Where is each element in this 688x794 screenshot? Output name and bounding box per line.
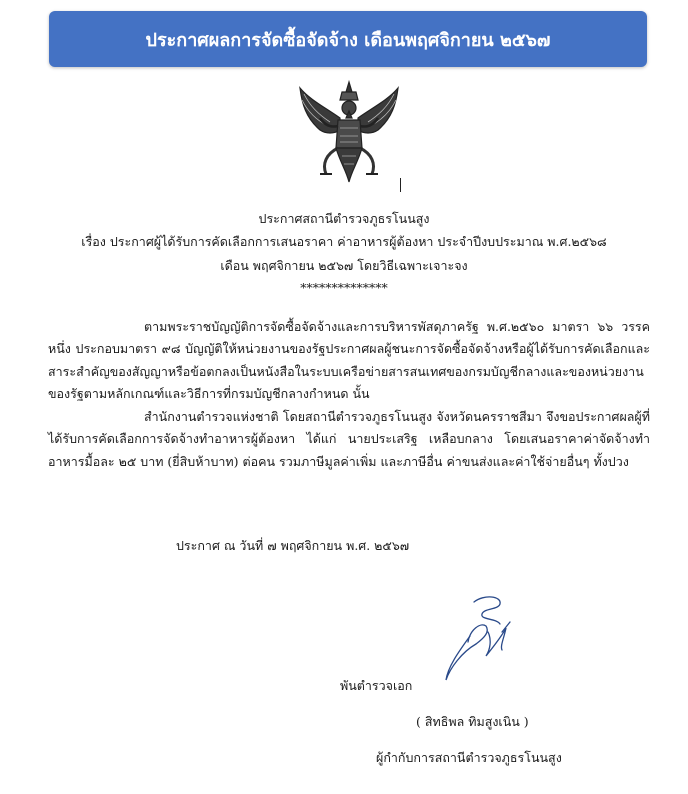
handwritten-signature-icon [440, 592, 526, 688]
garuda-emblem-icon [296, 78, 402, 190]
issuer-line: ประกาศสถานีตำรวจภูธรโนนสูง [258, 211, 430, 226]
subject-line-1: เรื่อง ประกาศผู้ได้รับการคัดเลือกการเสนอราคา ค่าอาหารผู้ต้องหา ประจำปีงบประมาณ พ.ศ.๒๕๖๘ [81, 234, 607, 249]
signer-rank: พันตำรวจเอก [340, 678, 413, 693]
signer-name: ( สิทธิพล ทิมสูงเนิน ) [416, 714, 529, 729]
banner-title: ประกาศผลการจัดซื้อจัดจ้าง เดือนพฤศจิกายน ๒๕๖๗ [145, 29, 551, 51]
subject-line-2: เดือน พฤศจิกายน ๒๕๖๗ โดยวิธีเฉพาะเจาะจง [220, 258, 468, 273]
announcement-date: ประกาศ ณ วันที่ ๗ พฤศจิกายน พ.ศ. ๒๕๖๗ [176, 538, 410, 553]
separator-line: ************** [300, 280, 388, 295]
signer-position: ผู้กำกับการสถานีตำรวจภูธรโนนสูง [376, 750, 562, 765]
body-paragraph-1: ตามพระราชบัญญัติการจัดซื้อจัดจ้างและการบริหารพัสดุภาครัฐ พ.ศ.๒๕๖๐ มาตรา ๖๖ วรรคหนึ่ง ประกอบมาตรา ๙๘ บัญญัติให้หน่วยงานของรัฐประกาศผลผู้ชนะการจัดซื้อจัดจ้างหรือผู้ได้รับการคัดเลือกและสาระสำคัญของสัญญาหรือข้อตกลงเป็นหนังสือในระบบเครือข่ายสารสนเทศของกรมบัญชีกลางและของหน่วยงานของรัฐตามหลักเกณฑ์และวิธีการที่กรมบัญชีกลางกำหนด นั้น [48, 319, 650, 401]
body-paragraph-2: สำนักงานตำรวจแห่งชาติ โดยสถานีตำรวจภูธรโนนสูง จังหวัดนครราชสีมา จึงขอประกาศผลผู้ที่ได้รับการคัดเลือกการจัดจ้างทำอาหารผู้ต้องหา ได้แก่ นายประเสริฐ เหลือบกลาง โดยเสนอราคาค่าจัดจ้างทำอาหารมื้อละ ๒๕ บาท (ยี่สิบห้าบาท) ต่อคน รวมภาษีมูลค่าเพิ่ม และภาษีอื่น ค่าขนส่งและค่าใช้จ่ายอื่นๆ ทั้งปวง [48, 409, 650, 469]
title-banner [49, 11, 647, 67]
text-cursor [400, 178, 401, 192]
